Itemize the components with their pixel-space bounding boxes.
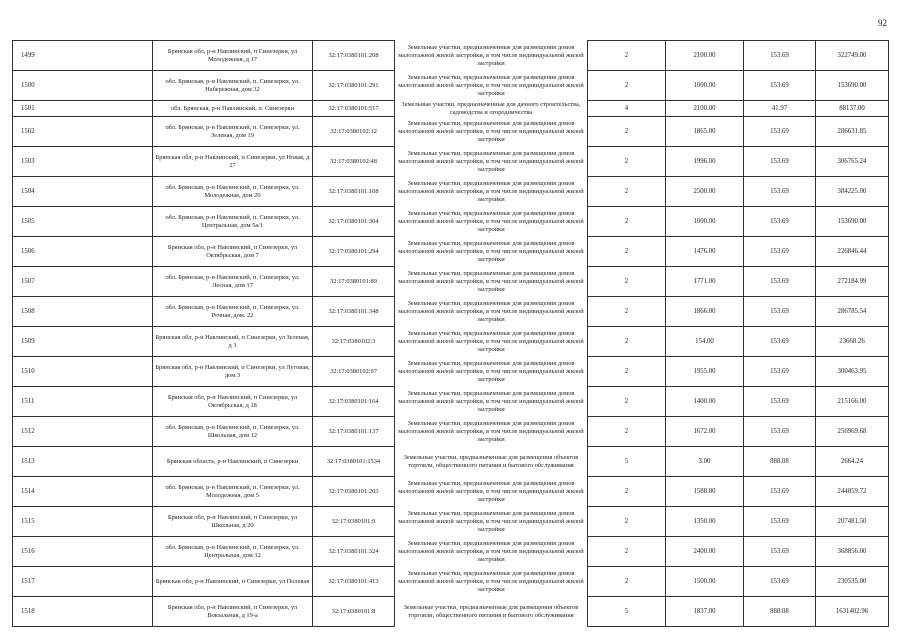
area-cell: 1000.00 — [666, 207, 744, 237]
specific-value-cell: 153.69 — [744, 147, 816, 177]
address-cell: Брянская обл, р-н Навлинский, п Синезерки, ул Октябрьская, дом 7 — [153, 237, 313, 267]
cadastral-value-cell: 286785.54 — [816, 297, 889, 327]
cadastral-number-cell: 32:17:0380101:208 — [313, 41, 395, 71]
area-cell: 1837.00 — [666, 597, 744, 627]
cadastral-number-cell: 32:17:0380101:8 — [313, 597, 395, 627]
row-number: 1504 — [13, 177, 153, 207]
cadastral-number-cell: 32:17:0380101:203 — [313, 477, 395, 507]
table-row — [13, 297, 889, 327]
permitted-use-cell: Земельные участки, предназначенные для размещения домов малоэтажной жилой застройки, в том числе индивидуальной жилой застройки — [395, 297, 588, 327]
specific-value-cell: 153.69 — [744, 71, 816, 101]
specific-value-cell: 153.69 — [744, 417, 816, 447]
page-number: 92 — [878, 18, 887, 28]
area-cell: 3.00 — [666, 447, 744, 477]
cadastral-number-cell: 32:17:0380101:1534 — [313, 447, 395, 477]
group-number-cell: 2 — [588, 417, 666, 447]
row-number: 1502 — [13, 117, 153, 147]
cadastral-value-cell: 256969.68 — [816, 417, 889, 447]
permitted-use-cell: Земельные участки, предназначенные для размещения домов малоэтажной жилой застройки, в том числе индивидуальной жилой застройки — [395, 477, 588, 507]
permitted-use-cell: Земельные участки, предназначенные для размещения домов малоэтажной жилой застройки, в том числе индивидуальной жилой застройки — [395, 567, 588, 597]
cadastral-value-cell: 215166.00 — [816, 387, 889, 417]
table-row — [13, 357, 889, 387]
address-cell: обл. Брянская, р-н Навлинский, п. Синезерки, ул. Центральная, дом 12 — [153, 537, 313, 567]
cadastral-value-cell: 286631.85 — [816, 117, 889, 147]
land-registry-table — [12, 40, 889, 627]
specific-value-cell: 153.69 — [744, 567, 816, 597]
table-row — [13, 177, 889, 207]
row-number: 1509 — [13, 327, 153, 357]
specific-value-cell: 153.69 — [744, 387, 816, 417]
cadastral-number-cell: 32:17:0380101:164 — [313, 387, 395, 417]
address-cell: обл. Брянская, р-н Навлинский, п. Синезерки, ул. Молодежная, дом 20 — [153, 177, 313, 207]
specific-value-cell: 153.69 — [744, 357, 816, 387]
row-number: 1507 — [13, 267, 153, 297]
permitted-use-cell: Земельные участки, предназначенные для размещения домов малоэтажной жилой застройки, в том числе индивидуальной жилой застройки — [395, 147, 588, 177]
row-number: 1510 — [13, 357, 153, 387]
group-number-cell: 2 — [588, 41, 666, 71]
group-number-cell: 2 — [588, 177, 666, 207]
cadastral-value-cell: 300463.95 — [816, 357, 889, 387]
permitted-use-cell: Земельные участки, предназначенные для размещения домов малоэтажной жилой застройки, в том числе индивидуальной жилой застройки — [395, 207, 588, 237]
row-number: 1499 — [13, 41, 153, 71]
row-number: 1515 — [13, 507, 153, 537]
table-row — [13, 477, 889, 507]
table-row — [13, 147, 889, 177]
group-number-cell: 2 — [588, 147, 666, 177]
cadastral-number-cell: 32:17:0380102:12 — [313, 117, 395, 147]
area-cell: 1672.00 — [666, 417, 744, 447]
table-row — [13, 267, 889, 297]
group-number-cell: 2 — [588, 477, 666, 507]
specific-value-cell: 153.69 — [744, 237, 816, 267]
area-cell: 1866.00 — [666, 297, 744, 327]
cadastral-value-cell: 153690.00 — [816, 71, 889, 101]
table-row — [13, 117, 889, 147]
cadastral-value-cell: 272184.99 — [816, 267, 889, 297]
area-cell: 1400.00 — [666, 387, 744, 417]
permitted-use-cell: Земельные участки, предназначенные для размещения домов малоэтажной жилой застройки, в том числе индивидуальной жилой застройки — [395, 327, 588, 357]
address-cell: Брянская обл, р-н Навлинский, п Синезерки, ул Школьная, д 20 — [153, 507, 313, 537]
cadastral-number-cell: 32:17:0380101:413 — [313, 567, 395, 597]
area-cell: 1000.00 — [666, 71, 744, 101]
cadastral-value-cell: 226846.44 — [816, 237, 889, 267]
address-cell: Брянская обл, р-н Навлинский, п Синезерки, ул Новая, д 27 — [153, 147, 313, 177]
group-number-cell: 2 — [588, 327, 666, 357]
row-number: 1517 — [13, 567, 153, 597]
permitted-use-cell: Земельные участки, предназначенные для размещения домов малоэтажной жилой застройки, в том числе индивидуальной жилой застройки — [395, 237, 588, 267]
address-cell: Брянская обл, р-н Навлинский, п Синезерки, ул Молодежная, д 17 — [153, 41, 313, 71]
row-number: 1512 — [13, 417, 153, 447]
group-number-cell: 2 — [588, 267, 666, 297]
cadastral-number-cell: 32:17:0380102:3 — [313, 327, 395, 357]
cadastral-number-cell: 32:17:0380101:517 — [313, 101, 395, 117]
address-cell: обл. Брянская, р-н Навлинский, п. Синезерки, ул. Речная, дом. 22 — [153, 297, 313, 327]
specific-value-cell: 888.08 — [744, 597, 816, 627]
address-cell: обл. Брянская, р-н Навлинский, п. Синезерки, ул. Лесная, дом 17 — [153, 267, 313, 297]
cadastral-number-cell: 32:17:0380101:294 — [313, 237, 395, 267]
cadastral-number-cell: 32:17:0380101:291 — [313, 71, 395, 101]
specific-value-cell: 153.69 — [744, 207, 816, 237]
address-cell: Брянская обл, р-н Навлинский, п Синезерки, ул Вокзальная, д 19-а — [153, 597, 313, 627]
cadastral-value-cell: 2664.24 — [816, 447, 889, 477]
address-cell: обл. Брянская, р-н Навлинский, п. Синезерки, ул. Школьная, дом 12 — [153, 417, 313, 447]
cadastral-value-cell: 23668.26 — [816, 327, 889, 357]
area-cell: 1771.00 — [666, 267, 744, 297]
cadastral-value-cell: 88137.00 — [816, 101, 889, 117]
address-cell: Брянская обл, р-н Навлинский, п Синезерки, ул Полевая — [153, 567, 313, 597]
cadastral-number-cell: 32:17:0380102:48 — [313, 147, 395, 177]
row-number: 1516 — [13, 537, 153, 567]
specific-value-cell: 153.69 — [744, 297, 816, 327]
table-row — [13, 597, 889, 627]
group-number-cell: 2 — [588, 207, 666, 237]
permitted-use-cell: Земельные участки, предназначенные для размещения домов малоэтажной жилой застройки, в том числе индивидуальной жилой застройки — [395, 357, 588, 387]
cadastral-value-cell: 322749.00 — [816, 41, 889, 71]
cadastral-number-cell: 32:17:0380101:137 — [313, 417, 395, 447]
row-number: 1518 — [13, 597, 153, 627]
cadastral-number-cell: 32:17:0380101:304 — [313, 207, 395, 237]
address-cell: Брянская обл, р-н Навлинский, п Синезерки, ул Луговая, дом 3 — [153, 357, 313, 387]
specific-value-cell: 153.69 — [744, 507, 816, 537]
table-row — [13, 41, 889, 71]
cadastral-number-cell: 32:17:0380101:9 — [313, 507, 395, 537]
area-cell: 2100.00 — [666, 41, 744, 71]
area-cell: 2400.00 — [666, 537, 744, 567]
row-number: 1500 — [13, 71, 153, 101]
permitted-use-cell: Земельные участки, предназначенные для размещения домов малоэтажной жилой застройки, в том числе индивидуальной жилой застройки — [395, 537, 588, 567]
table-row — [13, 537, 889, 567]
row-number: 1514 — [13, 477, 153, 507]
group-number-cell: 2 — [588, 237, 666, 267]
cadastral-value-cell: 306765.24 — [816, 147, 889, 177]
table-row — [13, 387, 889, 417]
group-number-cell: 2 — [588, 297, 666, 327]
specific-value-cell: 153.69 — [744, 477, 816, 507]
specific-value-cell: 888.08 — [744, 447, 816, 477]
group-number-cell: 2 — [588, 117, 666, 147]
cadastral-value-cell: 384225.00 — [816, 177, 889, 207]
address-cell: обл. Брянская, р-н Навлинский, п. Синезерки, ул. Молодежная, дом 5 — [153, 477, 313, 507]
table-row — [13, 447, 889, 477]
group-number-cell: 2 — [588, 71, 666, 101]
row-number: 1511 — [13, 387, 153, 417]
table-row — [13, 417, 889, 447]
specific-value-cell: 153.69 — [744, 41, 816, 71]
permitted-use-cell: Земельные участки, предназначенные для размещения домов малоэтажной жилой застройки, в том числе индивидуальной жилой застройки — [395, 117, 588, 147]
permitted-use-cell: Земельные участки, предназначенные для размещения домов малоэтажной жилой застройки, в том числе индивидуальной жилой застройки — [395, 71, 588, 101]
group-number-cell: 2 — [588, 387, 666, 417]
table-row — [13, 507, 889, 537]
cadastral-number-cell: 32:17:0380101:108 — [313, 177, 395, 207]
permitted-use-cell: Земельные участки, предназначенные для размещения домов малоэтажной жилой застройки, в том числе индивидуальной жилой застройки — [395, 387, 588, 417]
row-number: 1508 — [13, 297, 153, 327]
specific-value-cell: 153.69 — [744, 327, 816, 357]
group-number-cell: 2 — [588, 567, 666, 597]
permitted-use-cell: Земельные участки, предназначенные для размещения домов малоэтажной жилой застройки, в том числе индивидуальной жилой застройки — [395, 267, 588, 297]
cadastral-value-cell: 230535.00 — [816, 567, 889, 597]
row-number: 1513 — [13, 447, 153, 477]
area-cell: 2500.00 — [666, 177, 744, 207]
cadastral-number-cell: 32:17:0380101:348 — [313, 297, 395, 327]
permitted-use-cell: Земельные участки, предназначенные для размещения домов малоэтажной жилой застройки, в том числе индивидуальной жилой застройки — [395, 177, 588, 207]
cadastral-value-cell: 153690.00 — [816, 207, 889, 237]
permitted-use-cell: Земельные участки, предназначенные для размещения объектов торговли, общественного питания и бытового обслуживания — [395, 597, 588, 627]
group-number-cell: 2 — [588, 357, 666, 387]
address-cell: Брянская обл, р-н Навлинский, п Синезерки, ул Октябрьская, д 18 — [153, 387, 313, 417]
address-cell: обл. Брянская, р-н Навлинский, п. Синезерки, ул. Зеленая, дом 19 — [153, 117, 313, 147]
specific-value-cell: 41.97 — [744, 101, 816, 117]
table-row — [13, 71, 889, 101]
permitted-use-cell: Земельные участки, предназначенные для дачного строительства, садоводства и огородничества — [395, 101, 588, 117]
group-number-cell: 5 — [588, 447, 666, 477]
cadastral-number-cell: 32:17:0380101:89 — [313, 267, 395, 297]
row-number: 1505 — [13, 207, 153, 237]
address-cell: Брянская обл, р-н Навлинский, п Синезерки, ул Зеленая, д 3 — [153, 327, 313, 357]
address-cell: обл. Брянская, р-н Навлинский, п. Синезерки, ул. Центральная, дом 5а/1 — [153, 207, 313, 237]
cadastral-value-cell: 244059.72 — [816, 477, 889, 507]
specific-value-cell: 153.69 — [744, 537, 816, 567]
specific-value-cell: 153.69 — [744, 177, 816, 207]
group-number-cell: 2 — [588, 537, 666, 567]
row-number: 1506 — [13, 237, 153, 267]
specific-value-cell: 153.69 — [744, 117, 816, 147]
address-cell: Брянская область, р-н Навлинский, п Синезерки — [153, 447, 313, 477]
address-cell: обл. Брянская, р-н Навлинский, п. Синезерки — [153, 101, 313, 117]
permitted-use-cell: Земельные участки, предназначенные для размещения объектов торговли, общественного питания и бытового обслуживания — [395, 447, 588, 477]
area-cell: 1955.00 — [666, 357, 744, 387]
table-row — [13, 567, 889, 597]
cadastral-value-cell: 368856.00 — [816, 537, 889, 567]
table-body — [13, 41, 889, 627]
cadastral-number-cell: 32:17:0380102:97 — [313, 357, 395, 387]
cadastral-number-cell: 32:17:0380101:324 — [313, 537, 395, 567]
table-row — [13, 237, 889, 267]
table-row — [13, 101, 889, 117]
table-row — [13, 207, 889, 237]
permitted-use-cell: Земельные участки, предназначенные для размещения домов малоэтажной жилой застройки, в том числе индивидуальной жилой застройки — [395, 417, 588, 447]
area-cell: 154.00 — [666, 327, 744, 357]
row-number: 1503 — [13, 147, 153, 177]
area-cell: 1350.00 — [666, 507, 744, 537]
cadastral-value-cell: 207481.50 — [816, 507, 889, 537]
area-cell: 1500.00 — [666, 567, 744, 597]
area-cell: 1996.00 — [666, 147, 744, 177]
address-cell: обл. Брянская, р-н Навлинский, п. Синезерки, ул. Набережная, дом 32 — [153, 71, 313, 101]
specific-value-cell: 153.69 — [744, 267, 816, 297]
area-cell: 2100.00 — [666, 101, 744, 117]
area-cell: 1865.00 — [666, 117, 744, 147]
table-row — [13, 327, 889, 357]
group-number-cell: 4 — [588, 101, 666, 117]
permitted-use-cell: Земельные участки, предназначенные для размещения домов малоэтажной жилой застройки, в том числе индивидуальной жилой застройки — [395, 507, 588, 537]
area-cell: 1588.00 — [666, 477, 744, 507]
cadastral-value-cell: 1631402.96 — [816, 597, 889, 627]
row-number: 1501 — [13, 101, 153, 117]
group-number-cell: 2 — [588, 507, 666, 537]
area-cell: 1476.00 — [666, 237, 744, 267]
permitted-use-cell: Земельные участки, предназначенные для размещения домов малоэтажной жилой застройки, в том числе индивидуальной жилой застройки — [395, 41, 588, 71]
group-number-cell: 5 — [588, 597, 666, 627]
